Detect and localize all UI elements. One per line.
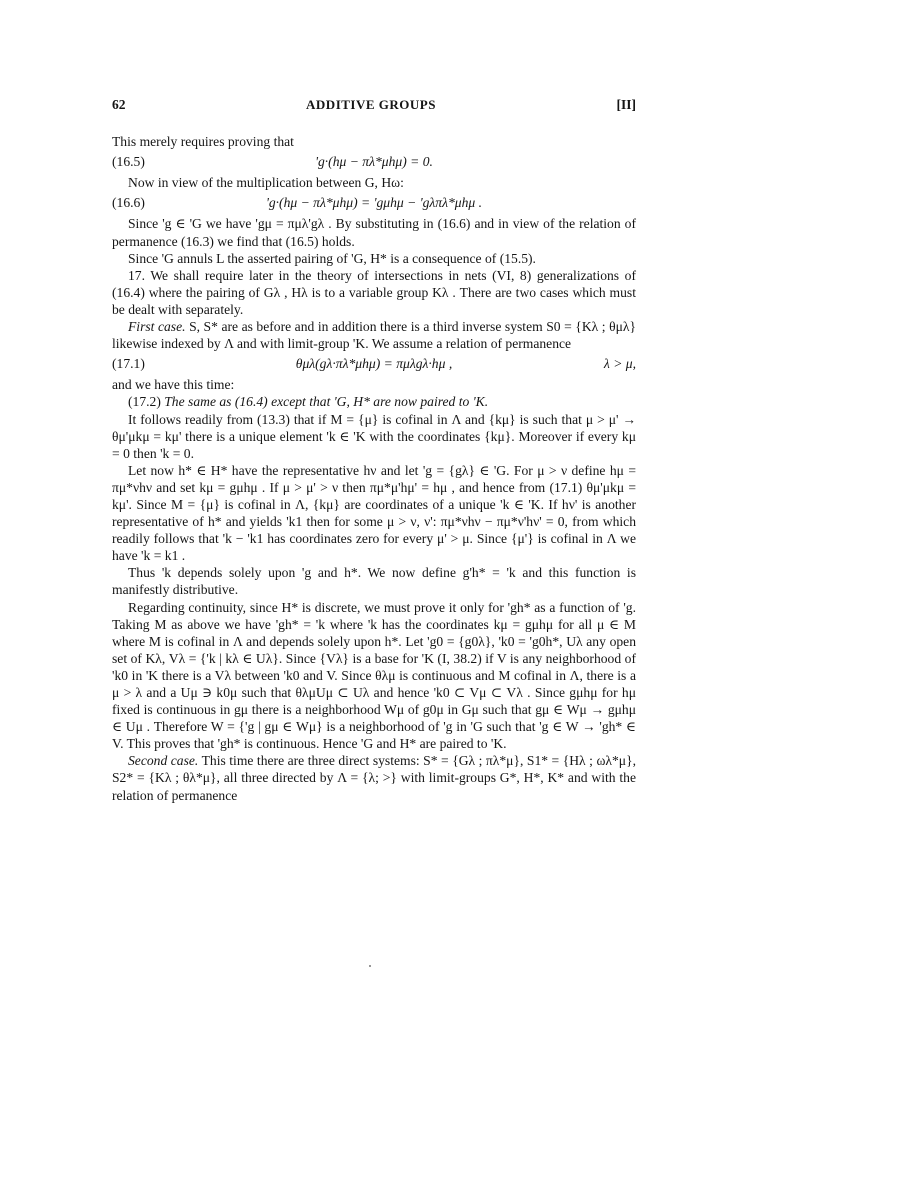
equation-number: (16.5) <box>112 154 145 170</box>
paragraph-representative: Let now h* ∈ H* have the representative hν and let 'g = {gλ} ∈ 'G. For μ > ν define hμ = πμ*νhν and set kμ = gμhμ . If μ > μ' > ν then πμ*μ'hμ' = hμ , and hence from (17.1) θμ'μkμ = kμ'. Since M = {μ} is cofinal in Λ, {kμ} are coordinates of a unique 'k ∈ 'K. If hν' is another representative of h* and yields 'k1 then for some μ > ν, ν': πμ*νhν − πμ*ν'hν' = 0, from which readily follows that 'k − 'k1 has coordinates zero for every μ' > μ. Since {μ'} is cofinal in Λ we have 'k = k1 . <box>112 462 636 564</box>
running-header <box>112 96 636 113</box>
paragraph-distributive: Thus 'k depends solely upon 'g and h*. We now define g'h* = 'k and this function is manifestly distributive. <box>112 565 636 598</box>
paragraph-this-time: and we have this time: <box>112 377 235 393</box>
book-page <box>112 96 636 804</box>
paragraph-intro: This merely requires proving that <box>112 134 294 150</box>
paragraph-continuity: Regarding continuity, since H* is discrete, we must prove it only for 'gh* as a function of 'g. Taking M as above we have 'gh* = 'k where 'k has the coordinates kμ = gμhμ for all μ ∈ M where M is cofinal in Λ and depends solely upon h*. Let 'g0 = {g0λ}, 'k0 = 'g0h*, Uλ any open set of Kλ, Vλ = {'k | kλ ∈ Uλ}. Since {Vλ} is a base for 'K (I, 38.2) if V is any neighborhood of 'k0 in 'K there is a Vλ between 'k0 and V. Since θλμ is continuous and M cofinal in Λ, there is a μ > λ and a Uμ ∋ k0μ such that θλμUμ ⊂ Uλ and hence 'k0 ⊂ Vμ ⊂ Vλ . Since gμhμ for hμ fixed is continuous in gμ there is a neighborhood Wμ of g0μ in Gμ such that gμ ∈ Wμ → gμhμ ∈ Uμ . Therefore W = {'g | gμ ∈ Wμ} is a neighborhood of 'g in 'G such that 'g ∈ W → 'gh* ∈ V. This proves that 'gh* is continuous. Hence 'G and H* are paired to 'K. <box>112 599 636 752</box>
case-text: This time there are three direct systems: S* = {Gλ ; πλ*μ}, S1* = {Hλ ; ωλ*μ}, S2* = {Kλ ; θλ*μ}, all three directed by Λ = {λ; >} with limit-groups G*, H*, K* and with the relation of permanence <box>112 753 636 803</box>
statement-number: (17.2) <box>128 394 165 410</box>
case-lead: First case. <box>128 319 186 335</box>
paragraph-annuls: Since 'G annuls L the asserted pairing of 'G, H* is a consequence of (15.5). <box>128 250 536 266</box>
equation-formula: 'g·(hμ − πλ*μhμ) = 0. <box>315 154 433 170</box>
equation-16-5 <box>112 153 636 170</box>
paragraph-multiplication: Now in view of the multiplication between G, Hω: <box>128 175 404 191</box>
equation-number: (17.1) <box>112 356 145 372</box>
paragraph-first-case <box>112 318 636 352</box>
paragraph-section-17: 17. We shall require later in the theory of intersections in nets (VI, 8) generalizations of (16.4) where the pairing of Gλ , Hλ is to a variable group Kλ . There are two cases which must be dealt with separately. <box>112 267 636 317</box>
equation-formula: θμλ(gλ·πλ*μhμ) = πμλgλ·hμ , <box>295 356 453 372</box>
equation-16-6 <box>112 194 636 211</box>
page-number: 62 <box>112 97 126 112</box>
paragraph-second-case <box>112 752 636 803</box>
equation-number: (16.6) <box>112 195 145 211</box>
paragraph-substitution: Since 'g ∈ 'G we have 'gμ = πμλ'gλ . By substituting in (16.6) and in view of the relation of permanence (16.3) we find that (16.5) holds. <box>112 216 636 249</box>
paragraph-cofinal: It follows readily from (13.3) that if M = {μ} is cofinal in Λ and {kμ} is such that μ > μ' → θμ'μkμ = kμ' there is a unique element 'k ∈ 'K with the coordinates {kμ}. Moreover if every kμ = 0 then 'k = 0. <box>112 411 636 461</box>
case-text: S, S* are as before and in addition there is a third inverse system S0 = {Kλ ; θμλ} likewise indexed by Λ and with limit-group 'K. We assume a relation of permanence <box>112 319 636 352</box>
equation-formula: 'g·(hμ − πλ*μhμ) = 'gμhμ − 'gλπλ*μhμ . <box>265 195 483 211</box>
scan-speck <box>369 965 371 967</box>
paragraph-17-2 <box>112 393 636 410</box>
equation-17-1 <box>112 355 636 372</box>
equation-condition: λ > μ, <box>603 356 636 372</box>
running-title: ADDITIVE GROUPS <box>306 97 436 112</box>
chapter-label: [II] <box>616 97 636 112</box>
statement-text: The same as (16.4) except that 'G, H* are now paired to 'K. <box>164 394 489 410</box>
case-lead: Second case. <box>128 753 199 769</box>
